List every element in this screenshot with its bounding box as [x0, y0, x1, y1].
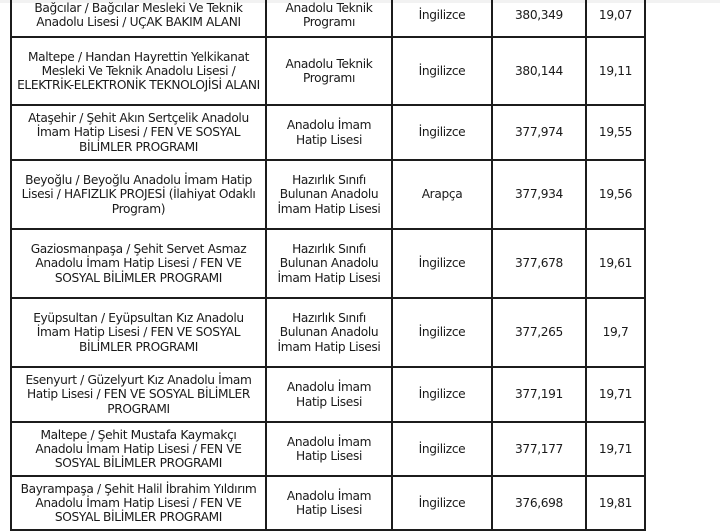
language-cell: İngilizce [392, 37, 492, 105]
percentile-cell: 19,07 [586, 0, 645, 37]
type-cell: Anadolu Teknik Programı [266, 37, 392, 105]
school-cell: Eyüpsultan / Eyüpsultan Kız Anadolu İmam Hatip Lisesi / FEN VE SOSYAL BİLİMLER PROGRAMI [11, 298, 266, 367]
school-cell: Maltepe / Şehit Mustafa Kaymakçı Anadolu İmam Hatip Lisesi / FEN VE SOSYAL BİLİMLER PROGRAMI [11, 422, 266, 476]
school-cell: Ataşehir / Şehit Akın Sertçelik Anadolu İmam Hatip Lisesi / FEN VE SOSYAL BİLİMLER PROGRAMI [11, 105, 266, 160]
score-cell: 380,349 [492, 0, 586, 37]
school-scores-table [10, 0, 646, 531]
language-cell: İngilizce [392, 476, 492, 530]
percentile-cell: 19,81 [586, 476, 645, 530]
school-cell: Gaziosmanpaşa / Şehit Servet Asmaz Anadolu İmam Hatip Lisesi / FEN VE SOSYAL BİLİMLER PROGRAMI [11, 229, 266, 298]
table-row [11, 476, 645, 530]
score-cell: 377,265 [492, 298, 586, 367]
language-cell: İngilizce [392, 422, 492, 476]
school-cell: Maltepe / Handan Hayrettin Yelkikanat Mesleki Ve Teknik Anadolu Lisesi / ELEKTRİK-ELEKTRONİK TEKNOLOJİSİ ALANI [11, 37, 266, 105]
table-row [11, 422, 645, 476]
table-row [11, 160, 645, 229]
language-cell: İngilizce [392, 105, 492, 160]
table-row [11, 229, 645, 298]
score-cell: 377,678 [492, 229, 586, 298]
type-cell: Hazırlık Sınıfı Bulunan Anadolu İmam Hatip Lisesi [266, 160, 392, 229]
type-cell: Anadolu İmam Hatip Lisesi [266, 422, 392, 476]
language-cell: İngilizce [392, 298, 492, 367]
language-cell: İngilizce [392, 0, 492, 37]
table-row [11, 37, 645, 105]
table-row [11, 367, 645, 422]
language-cell: İngilizce [392, 367, 492, 422]
type-cell: Anadolu İmam Hatip Lisesi [266, 367, 392, 422]
type-cell: Hazırlık Sınıfı Bulunan Anadolu İmam Hatip Lisesi [266, 229, 392, 298]
type-cell: Hazırlık Sınıfı Bulunan Anadolu İmam Hatip Lisesi [266, 298, 392, 367]
table-row [11, 298, 645, 367]
score-cell: 380,144 [492, 37, 586, 105]
type-cell: Anadolu İmam Hatip Lisesi [266, 105, 392, 160]
school-cell: Beyoğlu / Beyoğlu Anadolu İmam Hatip Lisesi / HAFIZLIK PROJESİ (İlahiyat Odaklı Program) [11, 160, 266, 229]
percentile-cell: 19,61 [586, 229, 645, 298]
school-cell: Esenyurt / Güzelyurt Kız Anadolu İmam Hatip Lisesi / FEN VE SOSYAL BİLİMLER PROGRAMI [11, 367, 266, 422]
table-row [11, 0, 645, 37]
language-cell: Arapça [392, 160, 492, 229]
percentile-cell: 19,56 [586, 160, 645, 229]
score-cell: 377,191 [492, 367, 586, 422]
percentile-cell: 19,71 [586, 367, 645, 422]
percentile-cell: 19,71 [586, 422, 645, 476]
school-cell: Bağcılar / Bağcılar Mesleki Ve Teknik Anadolu Lisesi / UÇAK BAKIM ALANI [11, 0, 266, 37]
type-cell: Anadolu Teknik Programı [266, 0, 392, 37]
school-cell: Bayrampaşa / Şehit Halil İbrahim Yıldırım Anadolu İmam Hatip Lisesi / FEN VE SOSYAL BİLİMLER PROGRAMI [11, 476, 266, 530]
score-cell: 377,974 [492, 105, 586, 160]
percentile-cell: 19,55 [586, 105, 645, 160]
percentile-cell: 19,11 [586, 37, 645, 105]
language-cell: İngilizce [392, 229, 492, 298]
type-cell: Anadolu İmam Hatip Lisesi [266, 476, 392, 530]
score-cell: 377,177 [492, 422, 586, 476]
score-cell: 376,698 [492, 476, 586, 530]
percentile-cell: 19,7 [586, 298, 645, 367]
table-row [11, 105, 645, 160]
score-cell: 377,934 [492, 160, 586, 229]
